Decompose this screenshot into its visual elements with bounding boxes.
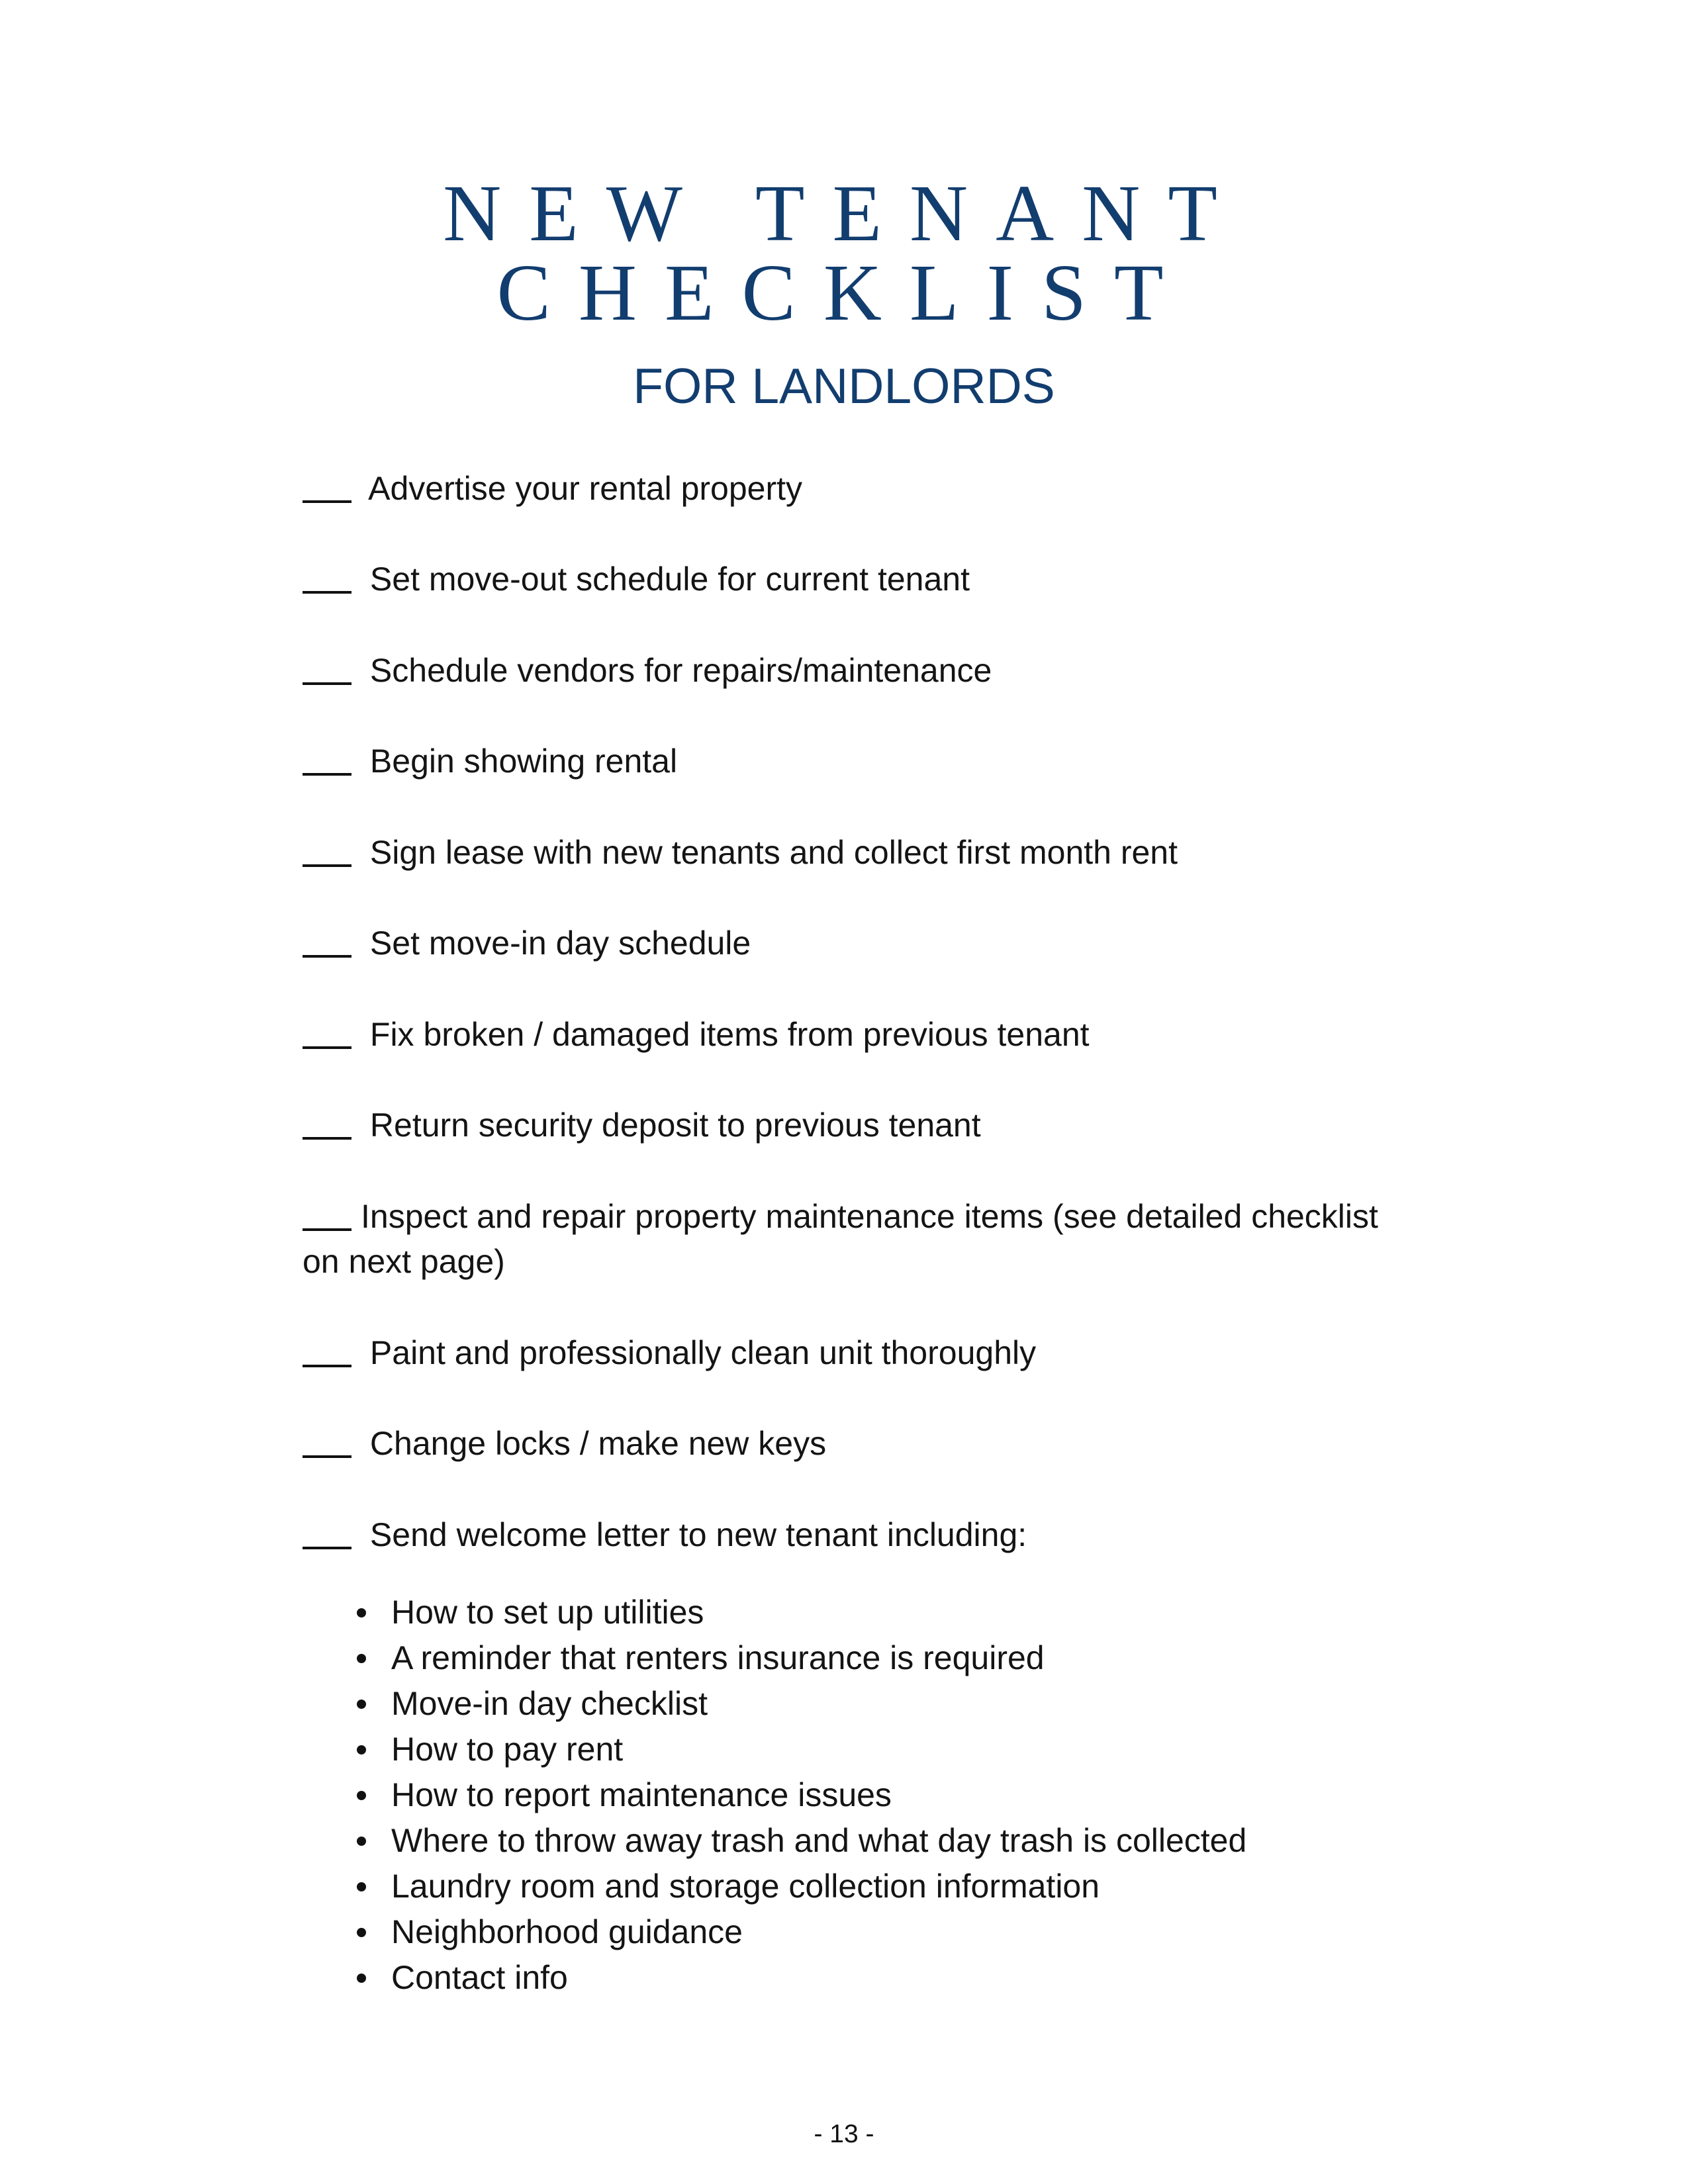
checklist-item-text: Set move-out schedule for current tenant xyxy=(369,561,970,598)
list-item xyxy=(353,1909,1425,1955)
list-item-text: A reminder that renters insurance is required xyxy=(391,1639,1045,1676)
checklist-item-text: Inspect and repair property maintenance items (see detailed checklist on next page) xyxy=(303,1198,1378,1280)
list-item xyxy=(353,1864,1425,1909)
checklist-item-text: Schedule vendors for repairs/maintenance xyxy=(369,652,992,689)
checkbox-blank-line xyxy=(303,500,352,503)
checklist-item-text: Set move-in day schedule xyxy=(369,925,751,962)
checklist-item-text: Send welcome letter to new tenant including: xyxy=(369,1516,1027,1553)
checklist-item xyxy=(303,1330,1388,1375)
list-item xyxy=(353,1635,1425,1681)
checkbox-blank-line xyxy=(303,864,352,867)
page-subtitle: FOR LANDLORDS xyxy=(633,358,1055,414)
checklist-item xyxy=(303,830,1388,875)
bullet-icon xyxy=(357,1928,366,1937)
list-item xyxy=(353,1955,1425,2001)
bullet-icon xyxy=(357,1654,366,1663)
checkbox-blank-line xyxy=(303,1046,352,1049)
bullet-icon xyxy=(357,1791,366,1800)
bullet-icon xyxy=(357,1837,366,1846)
list-item-text: How to report maintenance issues xyxy=(391,1776,892,1813)
page-number: - 13 - xyxy=(814,2120,874,2148)
page-title-line-1: NEW TENANT xyxy=(443,169,1245,258)
checkbox-blank-line xyxy=(303,1365,352,1367)
checkbox-blank-line xyxy=(303,1547,352,1549)
checkbox-blank-line xyxy=(303,682,352,685)
checklist-item-text: Fix broken / damaged items from previous tenant xyxy=(369,1016,1090,1053)
bullet-icon xyxy=(357,1608,366,1617)
checklist-item xyxy=(303,1421,1388,1466)
list-item xyxy=(353,1772,1425,1818)
list-item xyxy=(353,1727,1425,1772)
checkbox-blank-line xyxy=(303,1228,352,1231)
checklist-item xyxy=(303,1012,1388,1057)
checklist-item xyxy=(303,466,1388,511)
checklist-item xyxy=(303,1194,1388,1284)
list-item-text: How to pay rent xyxy=(391,1731,624,1768)
list-item-text: Contact info xyxy=(391,1959,568,1996)
checklist-item-text: Advertise your rental property xyxy=(368,470,802,507)
bullet-icon xyxy=(357,1974,366,1983)
list-item xyxy=(353,1818,1425,1864)
checkbox-blank-line xyxy=(303,955,352,958)
checklist-item-text: Sign lease with new tenants and collect first month rent xyxy=(369,834,1178,871)
checklist-item-text: Return security deposit to previous tenant xyxy=(369,1107,981,1144)
checkbox-blank-line xyxy=(303,1137,352,1140)
bullet-icon xyxy=(357,1700,366,1709)
checklist-item xyxy=(303,1512,1388,1557)
list-item-text: Where to throw away trash and what day trash is collected xyxy=(391,1822,1247,1859)
checklist-item-text: Begin showing rental xyxy=(369,743,678,780)
page-title-line-2: CHECKLIST xyxy=(496,248,1192,338)
bullet-icon xyxy=(357,1882,366,1891)
list-item xyxy=(353,1681,1425,1727)
list-item-text: How to set up utilities xyxy=(391,1594,704,1631)
checklist-item xyxy=(303,1103,1388,1148)
welcome-letter-items xyxy=(353,1590,1425,2001)
list-item-text: Neighborhood guidance xyxy=(391,1913,743,1950)
list-item-text: Move-in day checklist xyxy=(391,1685,708,1722)
checklist-item xyxy=(303,739,1388,784)
list-item xyxy=(353,1590,1425,1635)
checkbox-blank-line xyxy=(303,591,352,594)
checklist-item-text: Paint and professionally clean unit thoroughly xyxy=(369,1334,1037,1371)
checkbox-blank-line xyxy=(303,1455,352,1458)
list-item-text: Laundry room and storage collection information xyxy=(391,1868,1100,1905)
checklist-item-text: Change locks / make new keys xyxy=(369,1425,827,1462)
checklist-item xyxy=(303,648,1388,693)
checkbox-blank-line xyxy=(303,773,352,776)
checklist-item xyxy=(303,557,1388,602)
checklist-item xyxy=(303,921,1388,966)
bullet-icon xyxy=(357,1745,366,1754)
